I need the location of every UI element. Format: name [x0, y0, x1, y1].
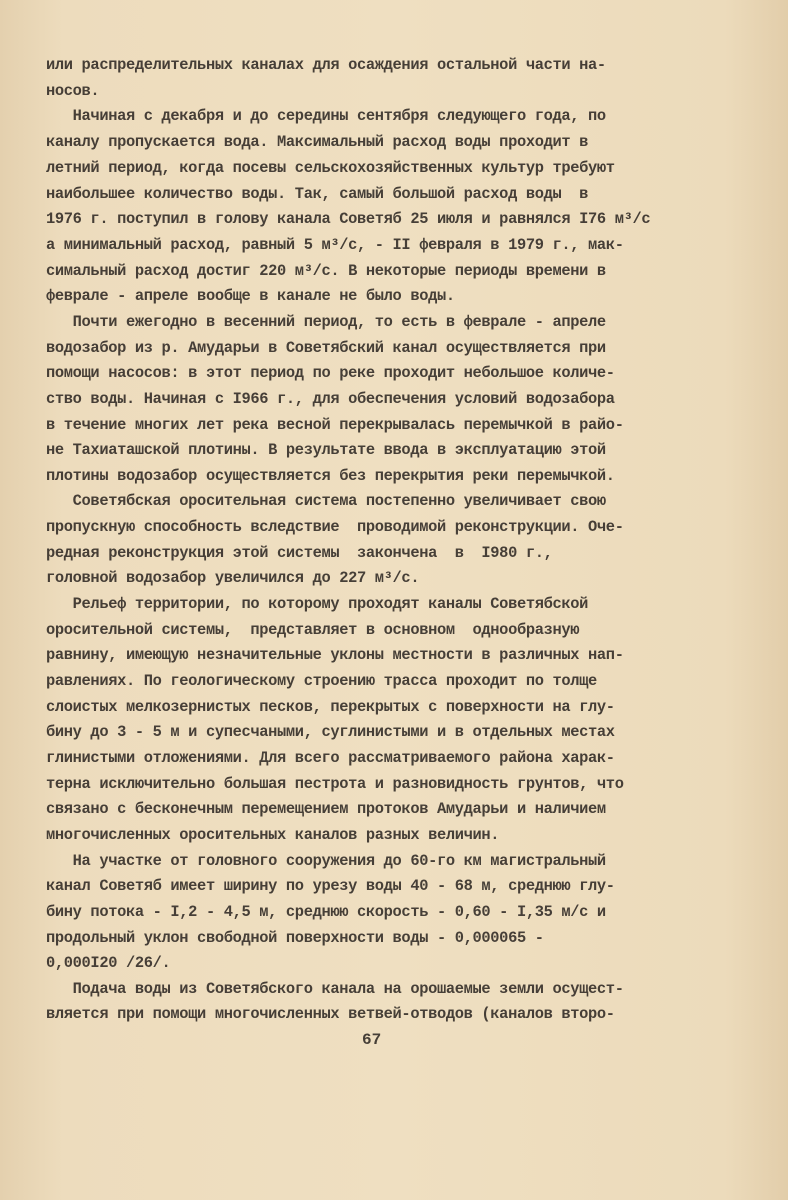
text-line: 0,000I20 /26/. [46, 954, 171, 972]
text-line: вляется при помощи многочисленных ветвей-отводов (каналов второ- [46, 1005, 615, 1023]
text-line: носов. [46, 82, 100, 100]
text-line: симальный расход достиг 220 м³/с. В некоторые периоды времени в [46, 262, 606, 280]
text-line: канал Советяб имеет ширину по урезу воды 40 - 68 м, среднюю глу- [46, 877, 615, 895]
text-line: терна исключительно большая пестрота и разновидность грунтов, что [46, 775, 624, 793]
text-line: глинистыми отложениями. Для всего рассматриваемого района харак- [46, 749, 615, 767]
text-line: а минимальный расход, равный 5 м³/с, - II февраля в 1979 г., мак- [46, 236, 624, 254]
text-line: оросительной системы, представляет в основном однообразную [46, 621, 580, 639]
text-line: равлениях. По геологическому строению трасса проходит по толще [46, 672, 597, 690]
text-line: Советябская оросительная система постепенно увеличивает свою [46, 492, 606, 510]
text-line: или распределительных каналах для осаждения остальной части на- [46, 56, 606, 74]
text-line: бину до 3 - 5 м и супесчаными, суглинистыми и в отдельных местах [46, 723, 615, 741]
text-line: многочисленных оросительных каналов разных величин. [46, 826, 500, 844]
text-line: 1976 г. поступил в голову канала Советяб 25 июля и равнялся I76 м³/с [46, 210, 651, 228]
text-line: в течение многих лет река весной перекрывалась перемычкой в райо- [46, 416, 624, 434]
text-line: помощи насосов: в этот период по реке проходит небольшое количе- [46, 364, 615, 382]
text-line: пропускную способность вследствие проводимой реконструкции. Оче- [46, 518, 624, 536]
text-line: Подача воды из Советябского канала на орошаемые земли осущест- [46, 980, 624, 998]
text-line: бину потока - I,2 - 4,5 м, среднюю скорость - 0,60 - I,35 м/с и [46, 903, 606, 921]
text-line: связано с бесконечным перемещением протоков Амударьи и наличием [46, 800, 606, 818]
page-number: 67 [362, 1031, 382, 1049]
text-line: каналу пропускается вода. Максимальный расход воды проходит в [46, 133, 589, 151]
text-line: слоистых мелкозернистых песков, перекрытых с поверхности на глу- [46, 698, 615, 716]
text-line: феврале - апреле вообще в канале не было воды. [46, 287, 455, 305]
text-line: Начиная с декабря и до середины сентября следующего года, по [46, 107, 606, 125]
text-line: ство воды. Начиная с I966 г., для обеспечения условий водозабора [46, 390, 615, 408]
text-line: не Тахиаташской плотины. В результате ввода в эксплуатацию этой [46, 441, 606, 459]
text-line: редная реконструкция этой системы закончена в I980 г., [46, 544, 553, 562]
text-line: наибольшее количество воды. Так, самый большой расход воды в [46, 185, 589, 203]
text-line: На участке от головного сооружения до 60-го км магистральный [46, 852, 606, 870]
text-line: Рельеф территории, по которому проходят каналы Советябской [46, 595, 589, 613]
text-line: головной водозабор увеличился до 227 м³/с. [46, 569, 420, 587]
text-line: водозабор из р. Амударьи в Советябский канал осуществляется при [46, 339, 606, 357]
text-line: летний период, когда посевы сельскохозяйственных культур требуют [46, 159, 615, 177]
text-line: плотины водозабор осуществляется без перекрытия реки перемычкой. [46, 467, 615, 485]
text-line: Почти ежегодно в весенний период, то есть в феврале - апреле [46, 313, 606, 331]
text-line: продольный уклон свободной поверхности воды - 0,000065 - [46, 929, 544, 947]
text-line: равнину, имеющую незначительные уклоны местности в различных нап- [46, 646, 624, 664]
